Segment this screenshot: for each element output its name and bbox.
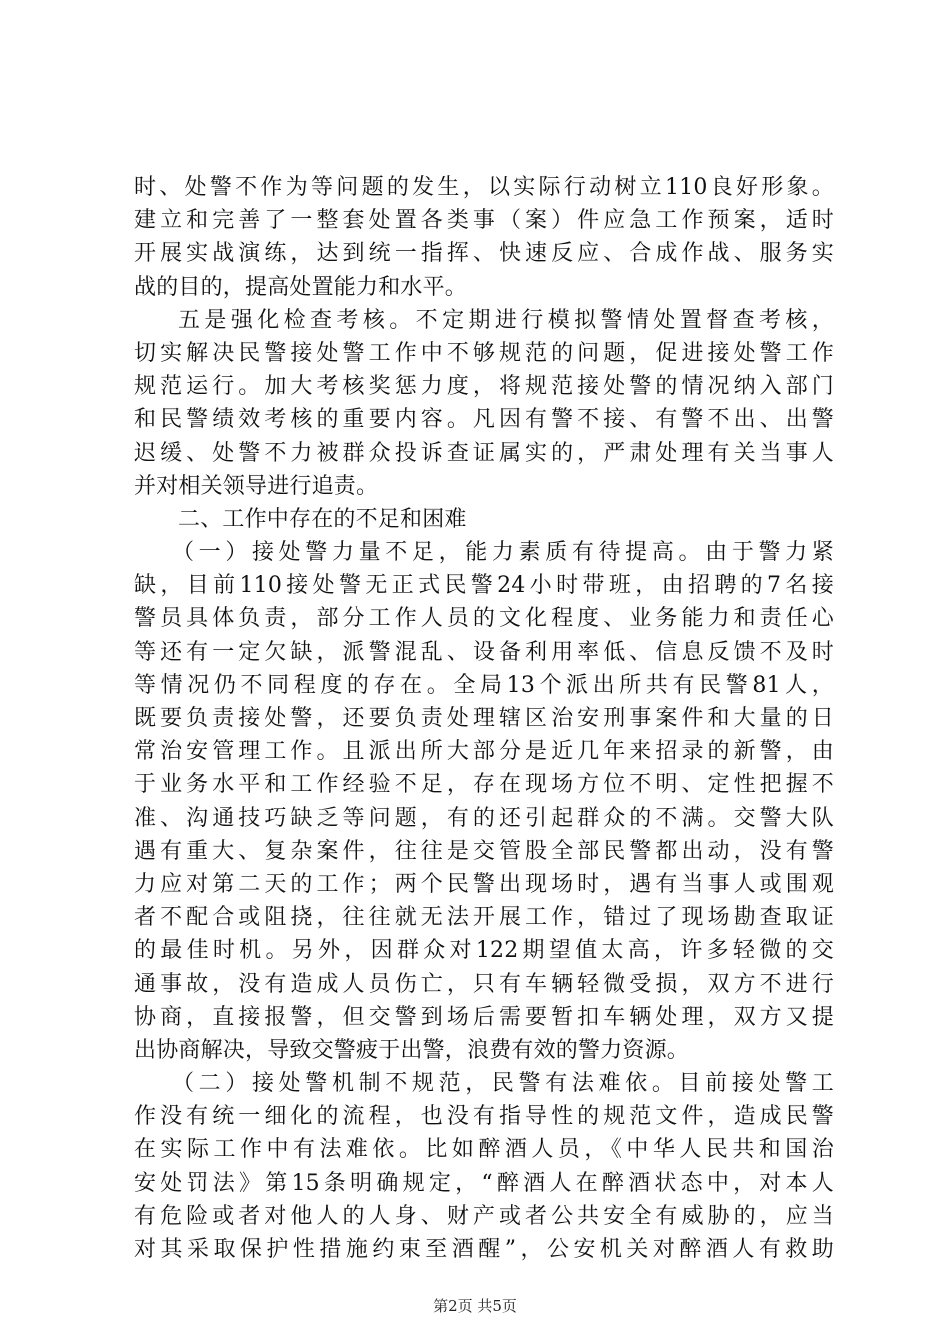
text-line: 迟缓、处警不力被群众投诉查证属实的，严肃处理有关当事人 [134,440,834,466]
text-line: 切实解决民警接处警工作中不够规范的问题，促进接处警工作 [134,340,834,366]
text-line: 的最佳时机。另外，因群众对122期望值太高，许多轻微的交 [134,938,834,964]
paragraph-first-line: （一）接处警力量不足，能力素质有待提高。由于警力紧 [172,540,834,566]
page-number-footer: 第2页 共5页 [433,1297,517,1315]
text-line: 遇有重大、复杂案件，往往是交管股全部民警都出动，没有警 [134,838,834,864]
text-line: 开展实战演练，达到统一指挥、快速反应、合成作战、服务实 [134,241,834,267]
text-line: 有危险或者对他人的人身、财产或者公共安全有威胁的，应当 [134,1203,834,1229]
document-body [134,171,834,1266]
text-line: 并对相关领导进行追责。 [134,473,379,499]
text-line: 准、沟通技巧缺乏等问题，有的还引起群众的不满。交警大队 [134,805,834,831]
text-line: 警员具体负责，部分工作人员的文化程度、业务能力和责任心 [134,606,834,632]
text-line: 时、处警不作为等问题的发生，以实际行动树立110良好形象。 [134,175,834,200]
text-line: 在实际工作中有法难依。比如醉酒人员，《中华人民共和国治 [134,1137,834,1163]
paragraph-first-line: （二）接处警机制不规范，民警有法难依。目前接处警工 [172,1071,834,1097]
text-line: 既要负责接处警，还要负责处理辖区治安刑事案件和大量的日 [134,706,834,731]
text-line: 规范运行。加大考核奖惩力度，将规范接处警的情况纳入部门 [134,374,834,400]
text-line: 于业务水平和工作经验不足，存在现场方位不明、定性把握不 [134,772,834,798]
text-line: 对其采取保护性措施约束至酒醒”，公安机关对醉酒人有救助 [134,1237,834,1262]
text-line: 作没有统一细化的流程，也没有指导性的规范文件，造成民警 [134,1104,834,1130]
text-line: 和民警绩效考核的重要内容。凡因有警不接、有警不出、出警 [134,407,834,433]
text-line: 安处罚法》第15条明确规定，“醉酒人在醉酒状态中，对本人 [134,1170,834,1196]
text-line: 者不配合或阻挠，往往就无法开展工作，错过了现场勘查取证 [134,905,834,931]
text-line: 出协商解决，导致交警疲于出警，浪费有效的警力资源。 [134,1037,690,1063]
text-line: 建立和完善了一整套处置各类事（案）件应急工作预案，适时 [134,208,834,234]
text-line: 等还有一定欠缺，派警混乱、设备利用率低、信息反馈不及时 [134,639,834,665]
text-line: 协商，直接报警，但交警到场后需要暂扣车辆处理，双方又提 [134,1004,834,1030]
text-line: 通事故，没有造成人员伤亡，只有车辆轻微受损，双方不进行 [134,971,834,997]
paragraph-first-line: 五是强化检查考核。不定期进行模拟警情处置督查考核， [178,307,834,333]
section-heading: 二、工作中存在的不足和困难 [178,506,467,532]
text-line: 力应对第二天的工作；两个民警出现场时，遇有当事人或围观 [134,871,834,897]
text-line: 常治安管理工作。且派出所大部分是近几年来招录的新警，由 [134,739,834,765]
text-line: 缺，目前110接处警无正式民警24小时带班，由招聘的7名接 [134,573,834,599]
text-line: 等情况仍不同程度的存在。全局13个派出所共有民警81人， [134,672,834,698]
text-line: 战的目的，提高处置能力和水平。 [134,274,468,300]
